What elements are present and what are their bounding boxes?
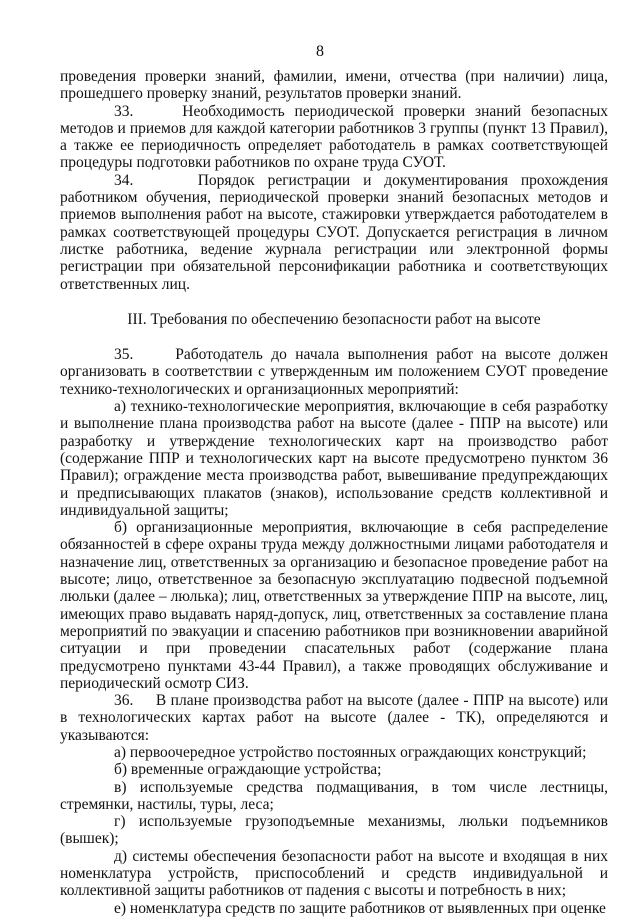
paragraph-36: 36. В плане производства работ на высоте (далее - ППР на высоте) или в технологических картах работ на высоте (далее - ТК), определяются и указываются:	[60, 692, 608, 744]
document-body	[60, 68, 608, 917]
paragraph-continuation: проведения проверки знаний, фамилии, имени, отчества (при наличии) лица, прошедшего проверку знаний, результатов проверки знаний.	[60, 68, 608, 103]
paragraph-35: 35. Работодатель до начала выполнения работ на высоте должен организовать в соответствии с утвержденным им положением СУОТ проведение технико-технологических и организационных мероприятий:	[60, 346, 608, 398]
paragraph-36-b: б) временные ограждающие устройства;	[114, 761, 382, 779]
paragraph-36-d: г) используемые грузоподъемные механизмы, люльки подъемников (вышек);	[60, 813, 608, 848]
paragraph-36-e: д) системы обеспечения безопасности работ на высоте и входящая в них номенклатура устройств, приспособлений и средств индивидуальной и коллективной защиты работников от падения с высоты и потребность в них;	[60, 847, 608, 900]
paragraph-35-b: б) организационные мероприятия, включающие в себя распределение обязанностей в сфере охраны труда между должностными лицами работодателя и назначение лиц, ответственных за организацию и безопасное проведение работ на высоте; лицо, ответственное за безопасную эксплуатацию подвесной подъемной люльки (далее – люлька); лиц, ответственных за утверждение ППР на высоте, лиц, имеющих право выдавать наряд-допуск, лиц, ответственных за составление плана мероприятий по эвакуации и спасению работников при возникновении аварийной ситуации и при проведении спасательных работ (содержание плана предусмотрено пунктами 43-44 Правил), а также проводящих обслуживание и периодический осмотр СИЗ.	[60, 519, 608, 692]
paragraph-35-a: а) технико-технологические мероприятия, включающие в себя разработку и выполнение плана производства работ на высоте (далее - ППР на высоте) или разработку и утверждение технологических карт на производство работ (содержание ППР и технологических карт на высоте предусмотрено пунктом 36 Правил); ограждение места производства работ, вывешивание предупреждающих и предписывающих плакатов (знаков), использование средств коллективной и индивидуальной защиты;	[60, 398, 608, 519]
paragraph-34: 34. Порядок регистрации и документирования прохождения работником обучения, периодической проверки знаний безопасных методов и приемов выполнения работ на высоте, стажировки утверждается работодателем в рамках соответствующей процедуры СУОТ. Допускается регистрация в личном листке работника, ведение журнала регистрации или электронной формы регистрации при обязательной персонификации работника и соответствующих ответственных лиц.	[60, 171, 608, 293]
page-number: 8	[316, 43, 324, 60]
paragraph-36-c: в) используемые средства подмащивания, в том числе лестницы, стремянки, настилы, туры, леса;	[60, 778, 608, 813]
paragraph-33: 33. Необходимость периодической проверки знаний безопасных методов и приемов для каждой категории работников 3 группы (пункт 13 Правил), а также ее периодичность определяет работодатель в рамках соответствующей процедуры подготовки работников по охране труда СУОТ.	[60, 102, 608, 172]
paragraph-36-a: а) первоочередное устройство постоянных ограждающих конструкций;	[114, 743, 587, 761]
paragraph-36-f: е) номенклатура средств по защите работников от выявленных при оценке	[114, 899, 606, 917]
section-heading-3: III. Требования по обеспечению безопасности работ на высоте	[127, 310, 541, 328]
